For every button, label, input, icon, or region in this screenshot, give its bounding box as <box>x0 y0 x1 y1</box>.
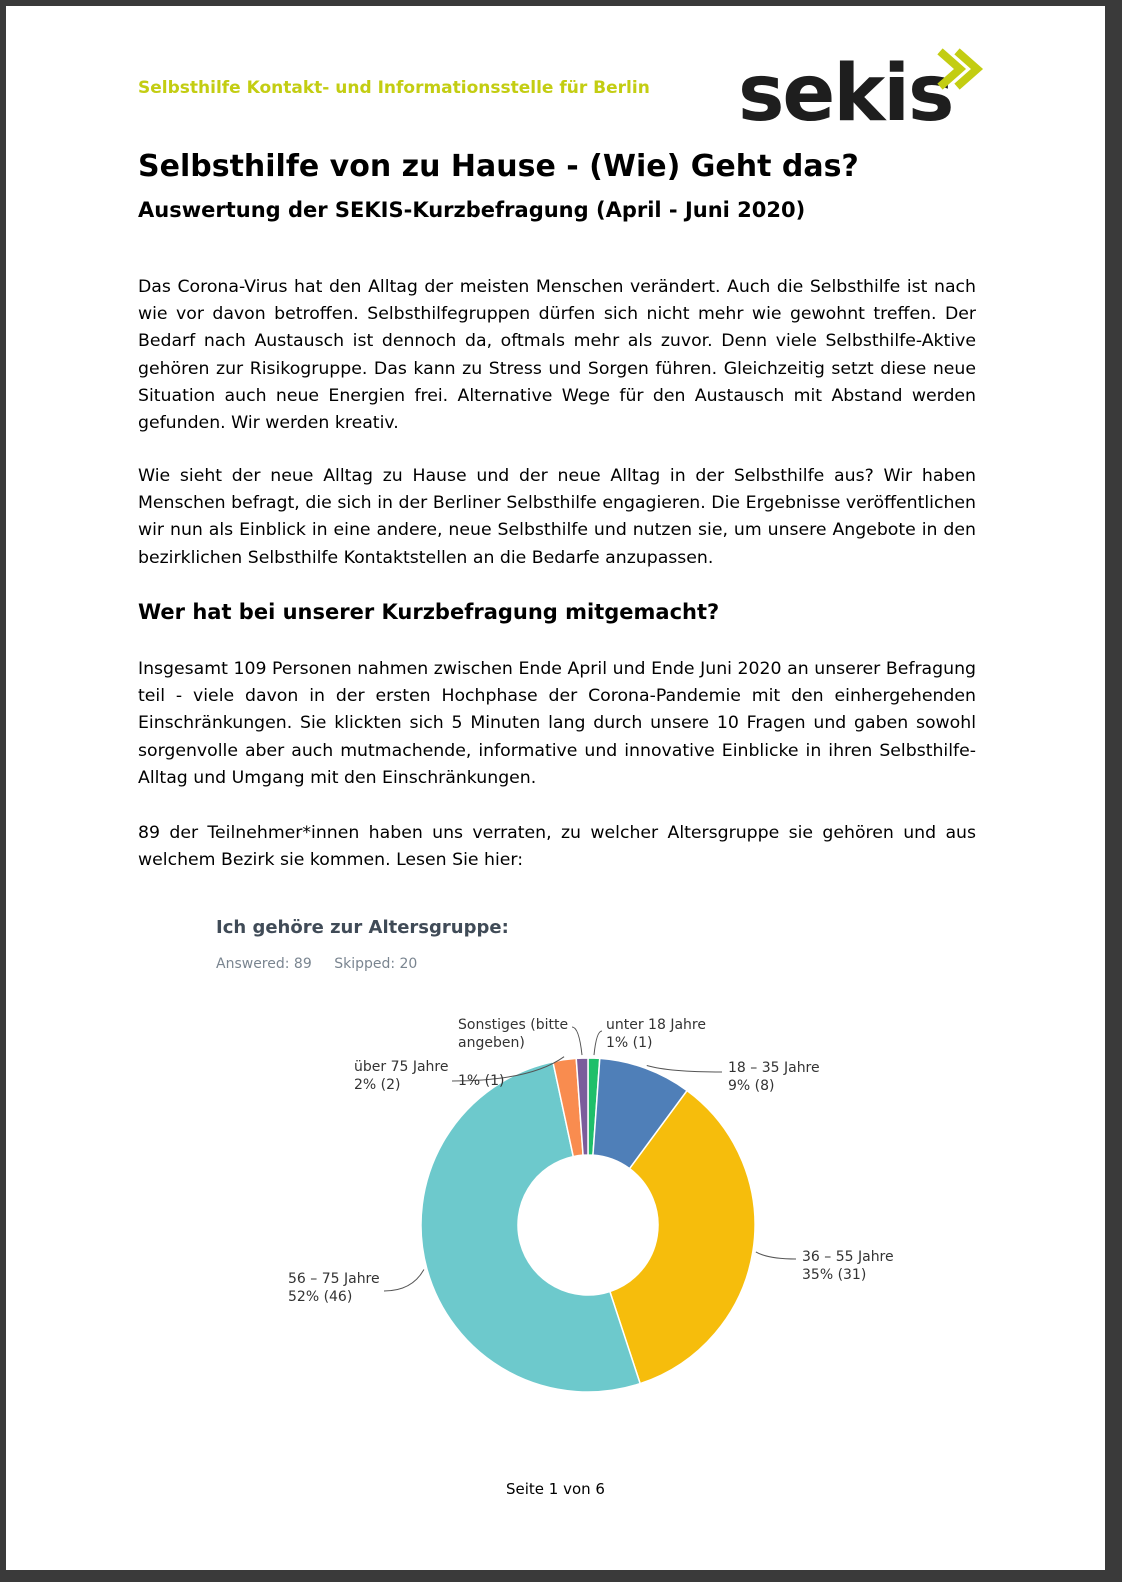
slice-percent-label: 1% (1) <box>458 1073 505 1089</box>
page-subtitle: Auswertung der SEKIS-Kurzbefragung (April - Juni 2020) <box>138 198 806 222</box>
slice-label: 18 – 35 Jahre 9% (8) <box>728 1060 820 1094</box>
logo-wordmark: sekis <box>738 49 953 132</box>
slice-label: 56 – 75 Jahre 52% (46) <box>288 1271 380 1305</box>
survey-paragraph: Wie sieht der neue Alltag zu Hause und der neue Alltag in der Selbsthilfe aus? Wir haben Menschen befragt, die sich in der Berliner Selbsthilfe engagieren. Die Ergebnisse veröffentlichen wir nun als Einblick in eine andere, neue Selbsthilfe und nutzen sie, um unsere Angebote in den bezirklichen Selbsthilfe Kontaktstellen an die Bedarfe anzupassen. <box>138 466 976 568</box>
page-footer: Seite 1 von 6 <box>506 1480 605 1498</box>
age-donut-chart <box>276 1001 916 1401</box>
leader-line <box>384 1269 424 1291</box>
answered-count: Answered: 89 <box>216 956 312 972</box>
participants-paragraph: Insgesamt 109 Personen nahmen zwischen Ende April und Ende Juni 2020 an unserer Befragung teil - viele davon in der ersten Hochphase der Corona-Pandemie mit den einhergehenden Einschränkungen. Sie klickten sich 5 Minuten lang durch unsere 10 Fragen und gaben sowohl sorgenvolle aber auch mutmachende, informative und innovative Einblicke in ihren Selbsthilfe-Alltag und Umgang mit den Einschränkungen. <box>138 659 976 788</box>
skipped-count: Skipped: 20 <box>334 956 418 972</box>
section-heading: Wer hat bei unserer Kurzbefragung mitgemacht? <box>138 600 720 624</box>
slice-label: 36 – 55 Jahre 35% (31) <box>802 1249 894 1283</box>
leader-line <box>647 1065 722 1072</box>
leader-line <box>594 1031 602 1055</box>
slice-label: über 75 Jahre 2% (2) <box>354 1059 449 1093</box>
leader-line <box>756 1252 796 1259</box>
slice-label: Sonstiges (bitte angeben) <box>458 1017 569 1051</box>
age-intro-paragraph: 89 der Teilnehmer*innen haben uns verraten, zu welcher Altersgruppe sie gehören und aus welchem Bezirk sie kommen. Lesen Sie hier: <box>138 823 976 871</box>
leader-line <box>572 1027 582 1055</box>
chart-stats <box>216 956 417 972</box>
intro-paragraph: Das Corona-Virus hat den Alltag der meisten Menschen verändert. Auch die Selbsthilfe ist nach wie vor davon betroffen. Selbsthilfegruppen dürfen sich nicht mehr wie gewohnt treffen. Der Bedarf nach Austausch ist dennoch da, oftmals mehr als zuvor. Denn viele Selbsthilfe-Aktive gehören zur Risikogruppe. Das kann zu Stress und Sorgen führen. Gleichzeitig setzt diese neue Situation auch neue Energien frei. Alternative Wege für den Austausch mit Abstand werden gefunden. Wir werden kreativ. <box>138 277 976 434</box>
page-title: Selbsthilfe von zu Hause - (Wie) Geht das? <box>138 149 859 184</box>
org-tagline: Selbsthilfe Kontakt- und Informationsstelle für Berlin <box>138 78 650 98</box>
sekis-logo <box>738 42 988 132</box>
document-page <box>6 6 1105 1570</box>
slice-label: unter 18 Jahre 1% (1) <box>606 1017 706 1051</box>
chart-title: Ich gehöre zur Altersgruppe: <box>216 917 509 938</box>
